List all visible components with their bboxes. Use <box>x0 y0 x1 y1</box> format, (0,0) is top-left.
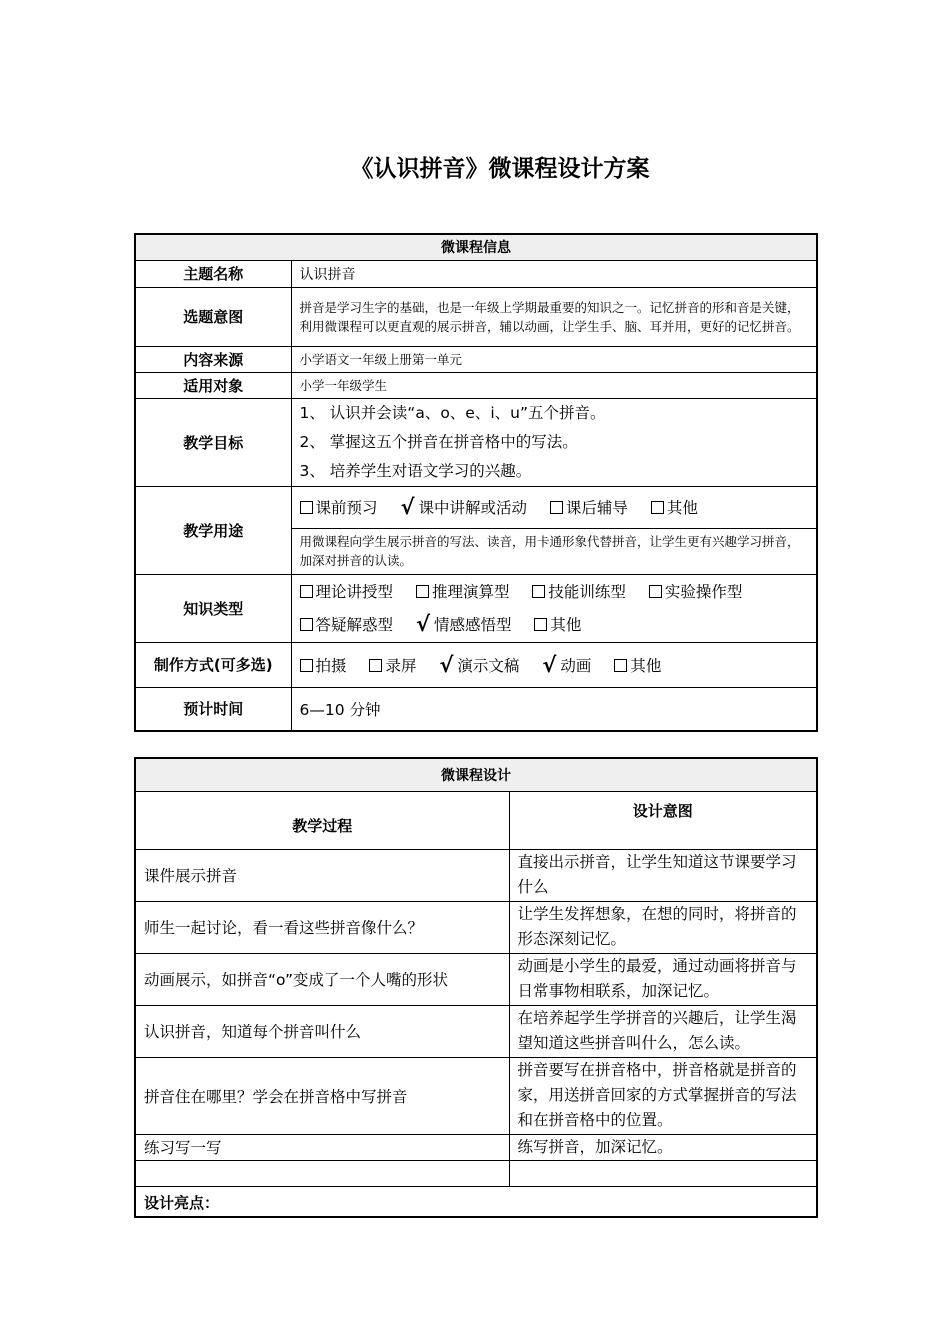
intent-line: 动画是小学生的最爱，通过动画将拼音与 <box>517 956 797 975</box>
intent-line: 日常事物相联系，加深记忆。 <box>517 981 720 1000</box>
col-intent-header: 设计意图 <box>509 791 817 849</box>
checkbox-option[interactable]: 拍摄 <box>300 657 347 675</box>
intent-label: 选题意图 <box>135 287 291 346</box>
intent-line: 形态深刻记忆。 <box>517 929 627 948</box>
checkbox-option[interactable]: 其他 <box>534 616 581 634</box>
design-header: 微课程设计 <box>135 758 817 791</box>
info-header: 微课程信息 <box>135 234 817 260</box>
goal-item: 1、 认识并会读“a、o、e、i、u”五个拼音。 <box>299 403 606 422</box>
checkbox-option[interactable]: 其他 <box>651 499 698 517</box>
intent-cell <box>509 1057 817 1134</box>
use-label: 教学用途 <box>135 486 291 574</box>
goals-list <box>291 398 817 486</box>
intent-line: 直接出示拼音，让学生知道这节课要学习 <box>517 852 797 871</box>
goal-item: 3、 培养学生对语文学习的兴趣。 <box>299 461 532 480</box>
checkbox-option[interactable]: 答疑解惑型 <box>300 616 394 634</box>
checkbox-option-checked[interactable]: √ 演示文稿 <box>439 657 519 675</box>
intent-line: 让学生发挥想象，在想的同时，将拼音的 <box>517 904 797 923</box>
goals-label: 教学目标 <box>135 398 291 486</box>
process-cell: 练习写一写 <box>135 1134 509 1160</box>
type-label: 知识类型 <box>135 574 291 642</box>
topic-label: 主题名称 <box>135 260 291 287</box>
audience-label: 适用对象 <box>135 372 291 398</box>
intent-cell <box>509 1134 817 1160</box>
intent-cell <box>509 849 817 901</box>
process-cell: 拼音住在哪里？学会在拼音格中写拼音 <box>135 1057 509 1134</box>
checkbox-option[interactable]: 实验操作型 <box>649 583 743 601</box>
time-label: 预计时间 <box>135 687 291 731</box>
checkbox-option[interactable]: 课后辅导 <box>550 499 628 517</box>
process-cell: 课件展示拼音 <box>135 849 509 901</box>
topic-value: 认识拼音 <box>291 260 817 287</box>
process-cell: 认识拼音，知道每个拼音叫什么 <box>135 1005 509 1057</box>
method-options <box>291 642 817 687</box>
checkbox-option-checked[interactable]: √ 动画 <box>542 657 591 675</box>
checkbox-option[interactable]: 其他 <box>614 657 661 675</box>
intent-line: 什么 <box>517 877 549 896</box>
col-process-header: 教学过程 <box>135 791 509 849</box>
highlight-label: 设计亮点： <box>135 1186 817 1217</box>
checkbox-option[interactable]: 录屏 <box>369 657 416 675</box>
design-table <box>134 757 818 1218</box>
time-value: 6—10 分钟 <box>291 687 817 731</box>
intent-cell <box>509 953 817 1005</box>
intent-line: 家，用送拼音回家的方式掌握拼音的写法 <box>517 1085 797 1104</box>
use-options <box>291 486 817 528</box>
method-label: 制作方式(可多选) <box>135 642 291 687</box>
empty-cell <box>509 1160 817 1186</box>
checkbox-option[interactable]: 技能训练型 <box>532 583 626 601</box>
source-label: 内容来源 <box>135 346 291 372</box>
source-value: 小学语文一年级上册第一单元 <box>291 346 817 372</box>
goal-item: 2、 掌握这五个拼音在拼音格中的写法。 <box>299 432 578 451</box>
intent-line: 在培养起学生学拼音的兴趣后，让学生渴 <box>517 1008 797 1027</box>
page-title: 《认识拼音》微课程设计方案 <box>350 155 650 182</box>
checkbox-option[interactable]: 推理演算型 <box>416 583 510 601</box>
empty-cell <box>135 1160 509 1186</box>
intent-cell <box>509 901 817 953</box>
checkbox-option[interactable]: 理论讲授型 <box>300 583 394 601</box>
checkbox-option-checked[interactable]: √ 情感感悟型 <box>416 616 512 634</box>
info-table <box>134 233 818 732</box>
checkbox-option[interactable]: 课前预习 <box>300 499 378 517</box>
process-cell: 动画展示，如拼音“o”变成了一个人嘴的形状 <box>135 953 509 1005</box>
audience-value: 小学一年级学生 <box>291 372 817 398</box>
type-options <box>291 574 817 642</box>
checkbox-option-checked[interactable]: √ 课中讲解或活动 <box>400 499 527 517</box>
intent-line: 拼音要写在拼音格中，拼音格就是拼音的 <box>517 1060 797 1079</box>
intent-line: 和在拼音格中的位置。 <box>517 1110 673 1129</box>
use-desc: 用微课程向学生展示拼音的写法、读音，用卡通形象代替拼音，让学生更有兴趣学习拼音，加深对拼音的认读。 <box>291 528 817 574</box>
intent-line: 练写拼音，加深记忆。 <box>517 1137 673 1156</box>
intent-value: 拼音是学习生字的基础，也是一年级上学期最重要的知识之一。记忆拼音的形和音是关键，利用微课程可以更直观的展示拼音，辅以动画，让学生手、脑、耳并用，更好的记忆拼音。 <box>291 287 817 346</box>
intent-line: 望知道这些拼音叫什么，怎么读。 <box>517 1033 751 1052</box>
intent-cell <box>509 1005 817 1057</box>
process-cell: 师生一起讨论，看一看这些拼音像什么？ <box>135 901 509 953</box>
